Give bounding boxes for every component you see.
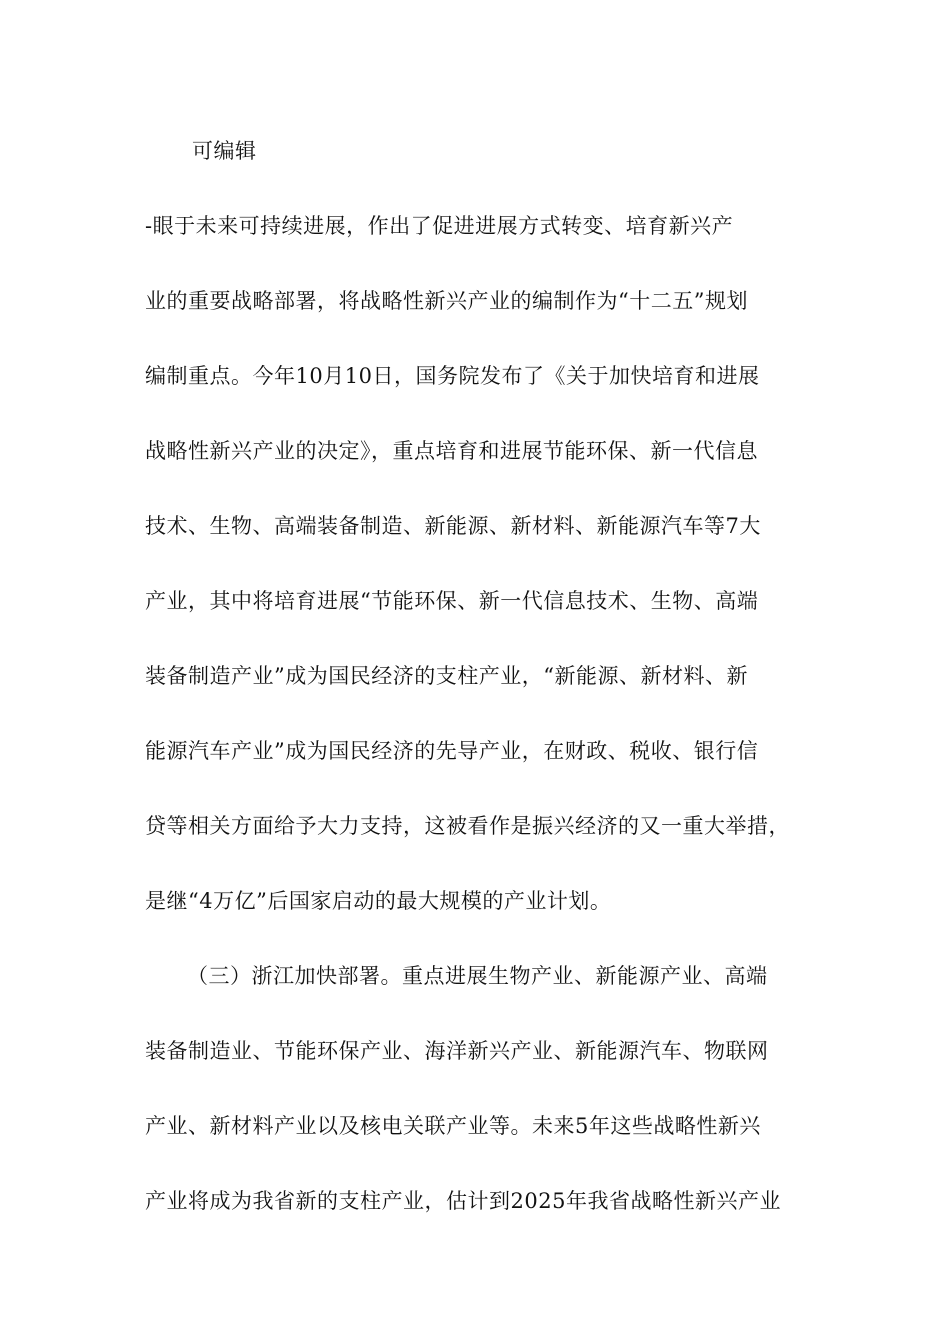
text-line: 业的重要战略部署，将战略性新兴产业的编制作为“十二五”规划 [145,289,748,313]
text-line: 战略性新兴产业的决定》，重点培育和进展节能环保、新一代信息 [145,439,758,463]
text-line: -眼于未来可持续进展，作出了促进进展方式转变、培育新兴产 [145,214,734,238]
text-line: 装备制造业、节能环保产业、海洋新兴产业、新能源汽车、物联网 [145,1039,769,1063]
header-label: 可编辑 [192,139,257,163]
text-line: 是继“4万亿”后国家启动的最大规模的产业计划。 [145,889,612,913]
text-line: （三）浙江加快部署。重点进展生物产业、新能源产业、高端 [187,964,768,988]
text-line: 装备制造产业”成为国民经济的支柱产业，“新能源、新材料、新 [145,664,748,688]
text-line: 产业、新材料产业以及核电关联产业等。未来5年这些战略性新兴 [145,1114,761,1138]
text-line: 产业，其中将培育进展“节能环保、新一代信息技术、生物、高端 [145,589,759,613]
text-line: 能源汽车产业”成为国民经济的先导产业，在财政、税收、银行信 [145,739,759,763]
text-line: 产业将成为我省新的支柱产业，估计到2025年我省战略性新兴产业 [145,1189,781,1213]
text-line: 贷等相关方面给予大力支持，这被看作是振兴经济的又一重大举措， [145,814,790,838]
text-line: 编制重点。今年10月10日，国务院发布了《关于加快培育和进展 [145,364,760,388]
text-line: 技术、生物、高端装备制造、新能源、新材料、新能源汽车等7大 [145,514,761,538]
